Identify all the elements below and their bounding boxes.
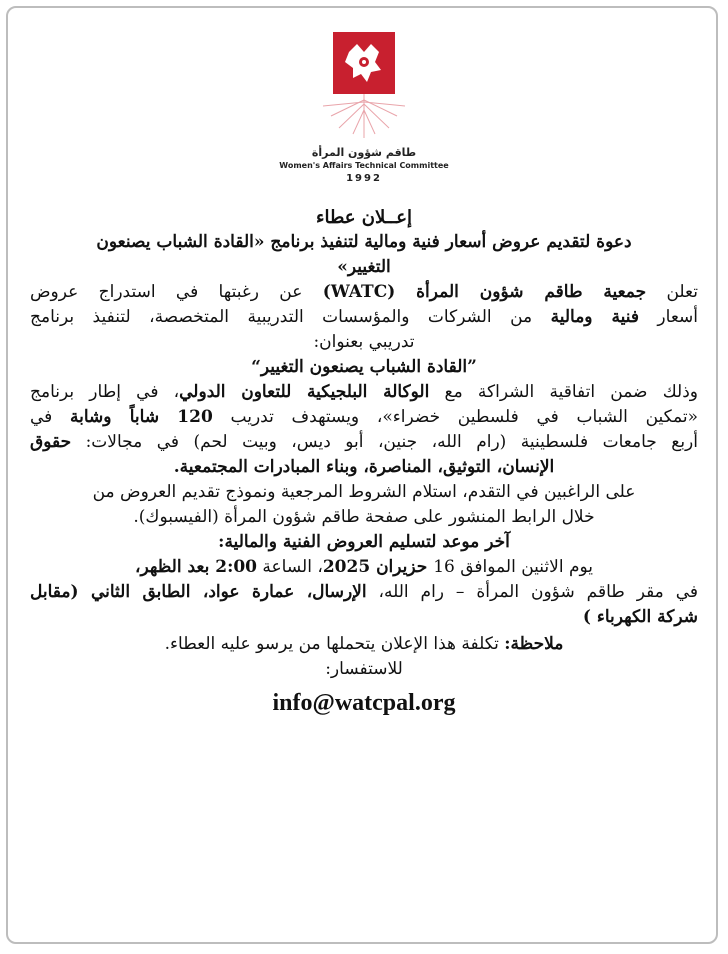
program-title: ”القادة الشباب يصنعون التغيير“ [251, 357, 477, 377]
logo-english-name: Women's Affairs Technical Committee [279, 161, 449, 170]
partner-line-4: الإنسان، التوثيق، المناصرة، وبناء المبادرات المجتمعية. [173, 457, 555, 477]
intro-text: عن رغبتها في استدراج عروض [30, 282, 323, 302]
announcement-title: إعــلان عطاء [316, 207, 412, 228]
location-address: الإرسال، عمارة عواد، الطابق الثاني (مقابل [30, 582, 367, 602]
intro-text: أسعار [638, 307, 698, 327]
intro-line-3: تدريبي بعنوان: [313, 332, 415, 352]
deadline-line [30, 555, 698, 580]
deadline-month: حزيران 2025 [322, 557, 434, 577]
note-label: ملاحظة: [504, 634, 564, 654]
intro-line-1 [30, 280, 698, 305]
deadline-text: يوم الاثنين الموافق [454, 557, 593, 577]
location-line-2: شركة الكهرباء ) [582, 607, 698, 627]
logo-year: 1992 [346, 173, 382, 184]
contact-email-link[interactable]: info@watcpal.org [272, 690, 456, 716]
partner-agency: الوكالة البلجيكية للتعاون الدولي [179, 382, 430, 402]
organization-name: جمعية طاقم شؤون المرأة (WATC) [322, 282, 647, 302]
apply-line-1: على الراغبين في التقدم، استلام الشروط المرجعية ونموذج تقديم العروض من [92, 482, 636, 502]
partner-text: أربع جامعات فلسطينية (رام الله، جنين، أبو ديس، وبيت لحم) في مجالات: [71, 432, 698, 452]
partner-line-1 [30, 380, 698, 405]
field-highlight: حقوق [30, 432, 72, 452]
deadline-text: ، الساعة [257, 557, 323, 577]
watc-logo-icon [309, 30, 419, 142]
deadline-time: 2:00 بعد الظهر، [135, 557, 258, 577]
location-line-1 [30, 580, 698, 605]
partner-text: ، في إطار برنامج [30, 382, 180, 402]
partner-text: في [30, 407, 71, 427]
location-text: في مقر طاقم شؤون المرأة – رام الله، [366, 582, 698, 602]
intro-text: من الشركات والمؤسسات التدريبية المتخصصة، لتنفيذ برنامج [30, 307, 551, 327]
intro-text: تعلن [646, 282, 698, 302]
offer-type: فنية ومالية [550, 307, 639, 327]
partner-text: «تمكين الشباب في فلسطين خضراء»، ويستهدف تدريب [212, 407, 698, 427]
intro-line-2 [30, 305, 698, 330]
announcement-body [30, 205, 698, 717]
partner-line-3 [30, 430, 698, 455]
logo-block [0, 30, 728, 184]
trainee-count: 120 شاباً وشابة [70, 407, 213, 427]
note-text: تكلفة هذا الإعلان يتحملها من يرسو عليه العطاء. [164, 634, 505, 654]
note-line [30, 632, 698, 657]
invitation-line-2: التغيير» [337, 257, 391, 277]
deadline-heading: آخر موعد لتسليم العروض الفنية والمالية: [218, 532, 510, 552]
inquiry-label: للاستفسار: [325, 659, 403, 679]
deadline-day: 16 [433, 557, 455, 577]
logo-arabic-name: طاقم شؤون المرأة [311, 146, 417, 159]
apply-line-2: خلال الرابط المنشور على صفحة طاقم شؤون المرأة (الفيسبوك). [133, 507, 595, 527]
partner-text: وذلك ضمن اتفاقية الشراكة مع [429, 382, 698, 402]
partner-line-2 [30, 405, 698, 430]
invitation-line-1: دعوة لتقديم عروض أسعار فنية ومالية لتنفيذ برنامج «القادة الشباب يصنعون [96, 232, 632, 252]
